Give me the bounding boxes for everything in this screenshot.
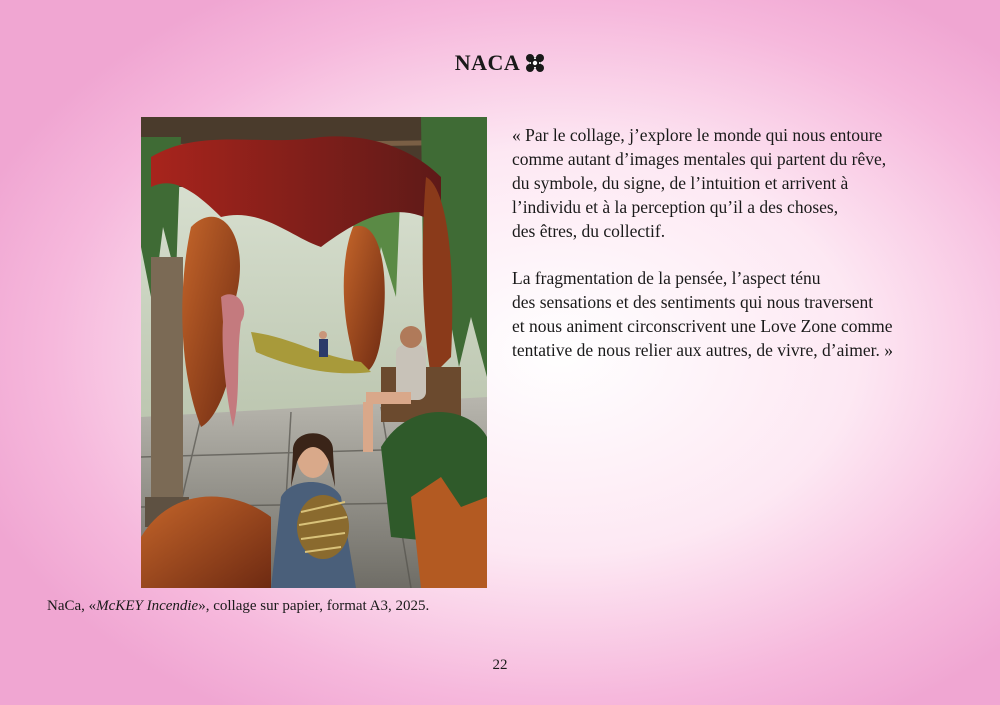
artwork-caption xyxy=(47,598,429,615)
page-title-text: NACA xyxy=(454,50,521,75)
collage-artwork-image xyxy=(141,117,487,588)
quote-paragraph-1 xyxy=(512,123,972,243)
caption-suffix: », collage sur papier, format A3, 2025. xyxy=(198,598,430,614)
quatrefoil-ornament-icon xyxy=(525,53,545,73)
quote-line: La fragmentation de la pensée, l’aspect ténu xyxy=(512,268,821,288)
quote-line: du symbole, du signe, de l’intuition et arrivent à xyxy=(512,173,849,193)
quote-line: des sensations et des sentiments qui nous traversent xyxy=(512,292,874,312)
caption-prefix: NaCa, « xyxy=(47,598,97,614)
quote-line: des êtres, du collectif. xyxy=(512,221,666,241)
quote-line: tentative de nous relier aux autres, de vivre, d’aimer. » xyxy=(512,340,893,360)
quote-line: « Par le collage, j’explore le monde qui nous entoure xyxy=(512,125,883,145)
caption-work-title: McKEY Incendie xyxy=(96,598,199,614)
artist-quote xyxy=(512,123,972,385)
quote-line: l’individu et à la perception qu’il a des choses, xyxy=(512,197,839,217)
quote-line: comme autant d’images mentales qui partent du rêve, xyxy=(512,149,887,169)
quote-paragraph-2 xyxy=(512,266,972,362)
page-title xyxy=(0,50,1000,76)
quote-line: et nous animent circonscrivent une Love Zone comme xyxy=(512,316,893,336)
page-number: 22 xyxy=(492,657,508,673)
